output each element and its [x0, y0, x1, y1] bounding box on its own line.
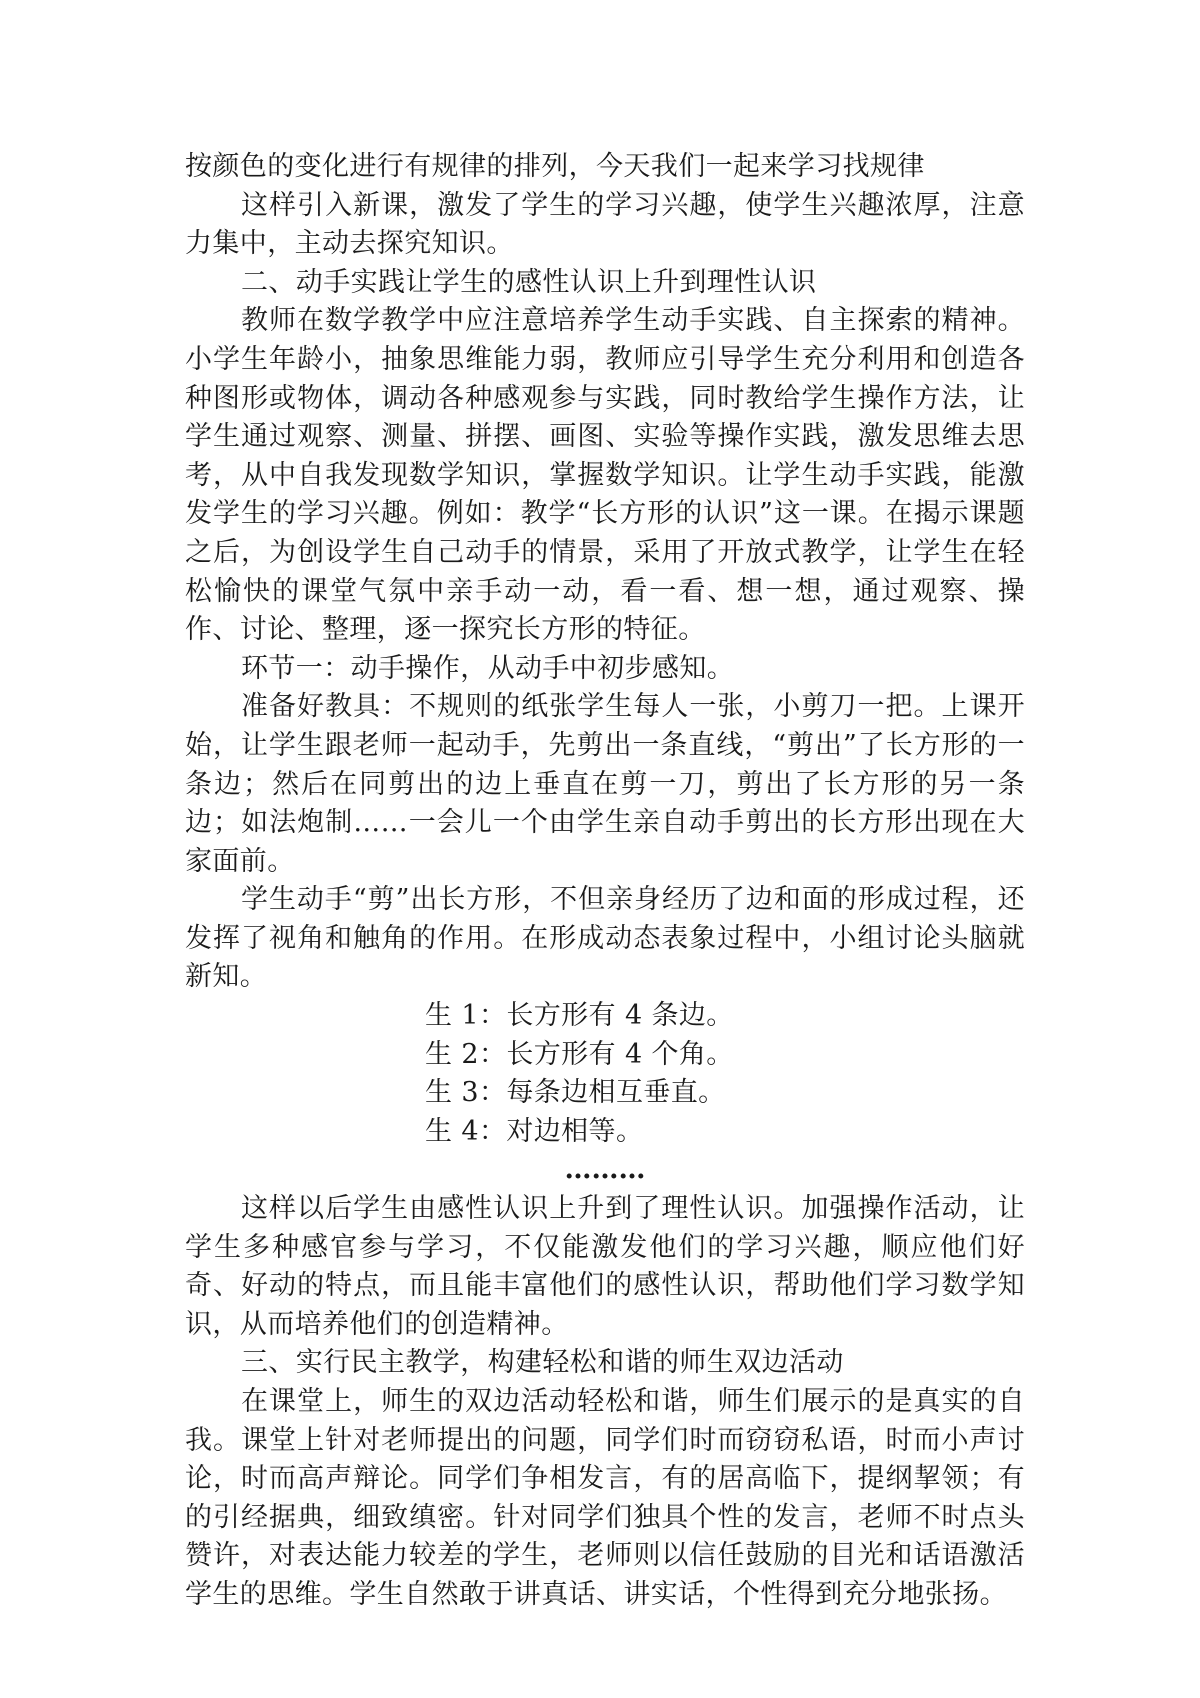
paragraph-prepare-tools: 准备好教具：不规则的纸张学生每人一张，小剪刀一把。上课开始，让学生跟老师一起动手，先剪出一条直线，“剪出”了长方形的一条边；然后在同剪出的边上垂直在剪一刀，剪出了长方形的另一条边；如法炮制……一会儿一个由学生亲自动手剪出的长方形出现在大家面前。	[185, 691, 1025, 877]
paragraph-classroom-activity: 在课堂上，师生的双边活动轻松和谐，师生们展示的是真实的自我。课堂上针对老师提出的问题，同学们时而窃窃私语，时而小声讨论，时而高声辩论。同学们争相发言，有的居高临下，提纲挈领；有的引经据典，细致缜密。针对同学们独具个性的发言，老师不时点头赞许，对表达能力较差的学生，老师则以信任鼓励的目光和话语激活学生的思维。学生自然敢于讲真话、讲实话，个性得到充分地张扬。	[185, 1386, 1025, 1610]
student-answers	[185, 997, 1025, 1151]
paragraph-new-lesson-effect: 这样引入新课，激发了学生的学习兴趣，使学生兴趣浓厚，注意力集中，主动去探究知识。	[185, 189, 1025, 260]
paragraph-step-one: 环节一：动手操作，从动手中初步感知。	[241, 652, 735, 684]
paragraph-intro-end: 按颜色的变化进行有规律的排列，今天我们一起来学习找规律	[185, 151, 925, 182]
section-heading-2: 二、动手实践让学生的感性认识上升到理性认识	[241, 266, 817, 298]
student-line-4: 生 4：对边相等。	[425, 1115, 644, 1147]
document-body	[185, 148, 1025, 1615]
paragraph-hands-on-practice: 教师在数学教学中应注意培养学生动手实践、自主探索的精神。小学生年龄小，抽象思维能力弱，教师应引导学生充分利用和创造各种图形或物体，调动各种感观参与实践，同时教给学生操作方法，让学生通过观察、测量、拼摆、画图、实验等操作实践，激发思维去思考，从中自我发现数学知识，掌握数学知识。让学生动手实践，能激发学生的学习兴趣。例如：教学“长方形的认识”这一课。在揭示课题之后，为创设学生自己动手的情景，采用了开放式教学，让学生在轻松愉快的课堂气氛中亲手动一动，看一看、想一想，通过观察、操作、讨论、整理，逐一探究长方形的特征。	[185, 305, 1025, 646]
paragraph-rational-understanding: 这样以后学生由感性认识上升到了理性认识。加强操作活动，让学生多种感官参与学习，不仅能激发他们的学习兴趣，顺应他们好奇、好动的特点，而且能丰富他们的感性认识，帮助他们学习数学知识，从而培养他们的创造精神。	[185, 1193, 1025, 1340]
ellipsis-line: ………	[564, 1154, 646, 1186]
student-line-2: 生 2：长方形有 4 个角。	[425, 1038, 734, 1070]
section-heading-3: 三、实行民主教学，构建轻松和谐的师生双边活动	[241, 1347, 844, 1379]
paragraph-cut-rectangle: 学生动手“剪”出长方形，不但亲身经历了边和面的形成过程，还发挥了视角和触角的作用。在形成动态表象过程中，小组讨论头脑就新知。	[185, 884, 1025, 993]
student-line-3: 生 3：每条边相互垂直。	[425, 1077, 726, 1109]
student-line-1: 生 1：长方形有 4 条边。	[425, 1000, 734, 1032]
